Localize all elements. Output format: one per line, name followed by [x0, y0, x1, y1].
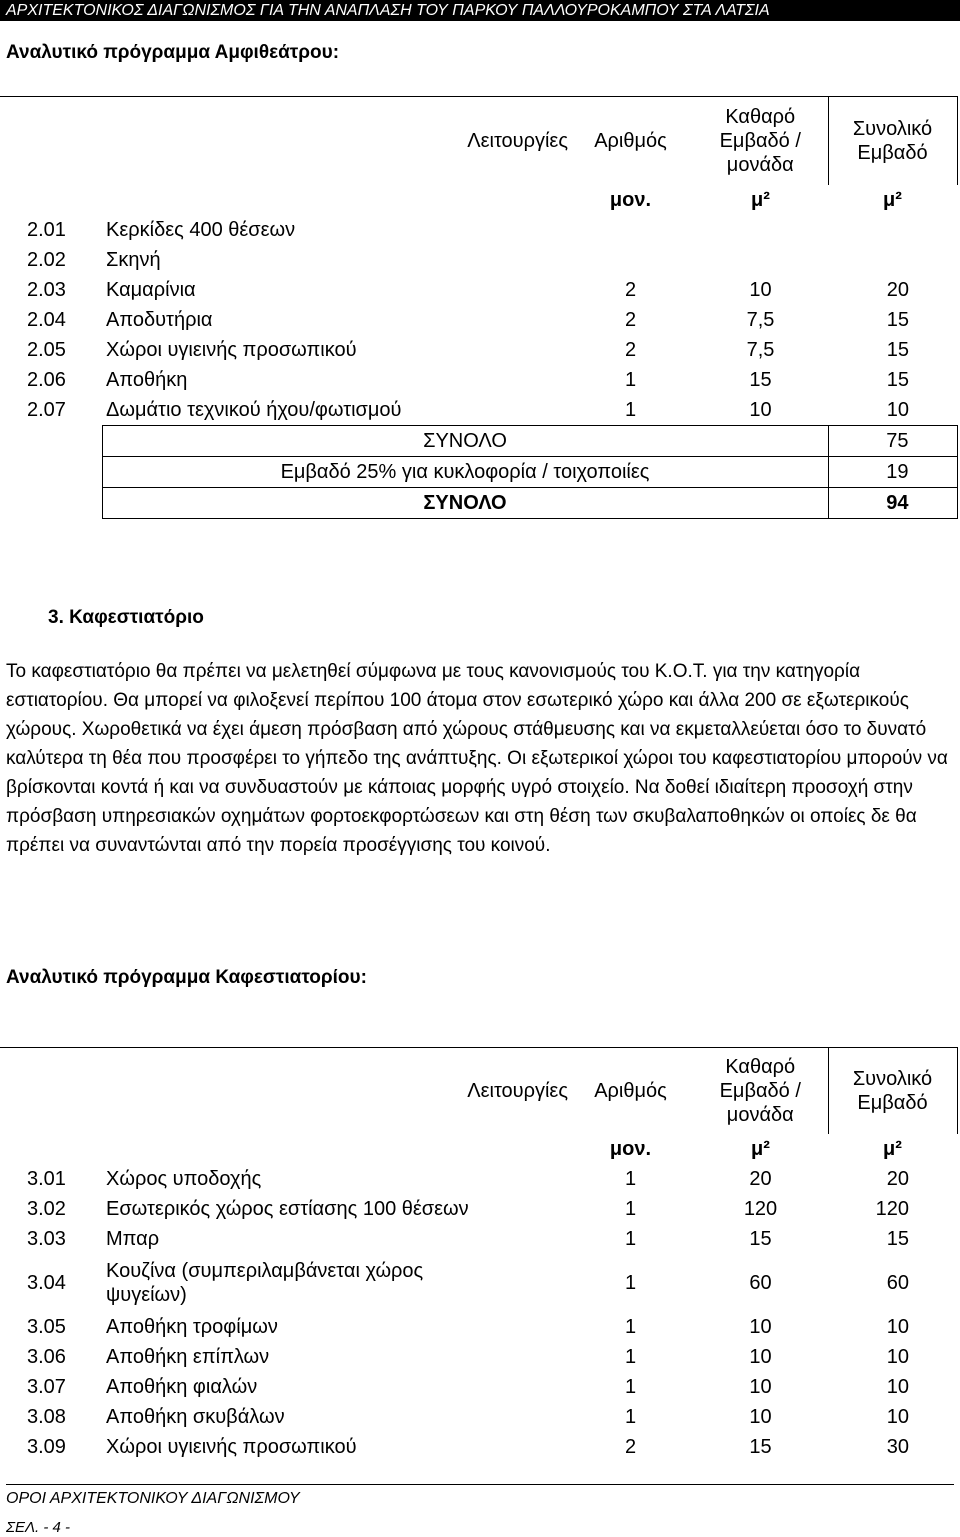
column-header-functions: Λειτουργίες: [102, 1048, 568, 1134]
cafe-program-title: Αναλυτικό πρόγραμμα Καφεστιατορίου:: [6, 967, 367, 988]
row-count: 1: [624, 1167, 637, 1190]
column-header-total-area: Συνολικό Εμβαδό: [828, 97, 957, 185]
row-count: 1: [624, 1197, 637, 1220]
row-count: 1: [624, 1405, 637, 1428]
column-header-net-area: Καθαρό Εμβαδό / μονάδα: [693, 1048, 828, 1134]
row-count: 1: [624, 1227, 637, 1250]
table-row: [0, 1164, 957, 1194]
row-net-area: 10: [749, 398, 772, 421]
totals-row: [0, 487, 957, 518]
column-header-count: Αριθμός: [568, 1048, 693, 1134]
row-total-area: 10: [886, 1315, 909, 1338]
row-count: 2: [624, 338, 637, 361]
row-code: 2.07: [27, 398, 66, 421]
row-function: Μπαρ: [106, 1227, 160, 1250]
row-code: 2.06: [27, 368, 66, 391]
row-function: Αποθήκη φιαλών: [106, 1375, 258, 1398]
footer-divider: [6, 1484, 954, 1485]
row-net-area: 10: [749, 1345, 772, 1368]
row-code: 3.09: [27, 1435, 66, 1458]
totals-row: [0, 425, 957, 456]
row-code: 2.04: [27, 308, 66, 331]
row-total-area: 10: [886, 398, 909, 421]
row-net-area: 10: [749, 1375, 772, 1398]
row-code: 2.03: [27, 278, 66, 301]
row-function: Αποθήκη επίπλων: [106, 1345, 270, 1368]
row-code: 3.04: [27, 1271, 66, 1294]
document-header: ΑΡΧΙΤΕΚΤΟΝΙΚΟΣ ΔΙΑΓΩΝΙΣΜΟΣ ΓΙΑ ΤΗΝ ΑΝΑΠΛΑΣΗ ΤΟΥ ΠΑΡΚΟΥ ΠΑΛΛΟΥΡΟΚΑΜΠΟΥ ΣΤΑ ΛΑΤΣΙΑ: [0, 0, 960, 21]
row-net-area: 120: [743, 1197, 778, 1220]
row-function: Χώροι υγιεινής προσωπικού: [106, 1435, 357, 1458]
table-row: [0, 1312, 957, 1342]
row-function: Αποδυτήρια: [106, 308, 213, 331]
row-count: 1: [624, 398, 637, 421]
row-code: 3.03: [27, 1227, 66, 1250]
totals-label: Εμβαδό 25% για κυκλοφορία / τοιχοποιίες: [102, 456, 828, 487]
row-total-area: 10: [886, 1345, 909, 1368]
row-total-area: 15: [886, 308, 909, 331]
row-function: Κουζίνα (συμπεριλαμβάνεται χώρος ψυγείων): [106, 1259, 424, 1306]
row-function: Χώρος υποδοχής: [106, 1167, 262, 1190]
row-net-area: 15: [749, 1435, 772, 1458]
row-function: Καμαρίνια: [106, 278, 196, 301]
row-total-area: 60: [886, 1271, 909, 1294]
table-row: [0, 1254, 957, 1312]
row-count: 1: [624, 1375, 637, 1398]
cafe-table: [0, 1047, 958, 1462]
table-row: [0, 245, 957, 275]
cafe-section-heading: 3. Καφεστιατόριο: [48, 607, 204, 628]
row-count: 1: [624, 368, 637, 391]
row-net-area: [693, 215, 828, 245]
row-function: Σκηνή: [106, 248, 161, 271]
row-net-area: 7,5: [746, 308, 775, 331]
row-net-area: 7,5: [746, 338, 775, 361]
totals-label: ΣΥΝΟΛΟ: [102, 425, 828, 456]
row-count: 2: [624, 1435, 637, 1458]
row-code: 2.02: [27, 248, 66, 271]
table-row: [0, 395, 957, 426]
row-code: 3.07: [27, 1375, 66, 1398]
row-count: [568, 215, 693, 245]
row-net-area: 15: [749, 368, 772, 391]
cafe-description: Το καφεστιατόριο θα πρέπει να μελετηθεί σύμφωνα με τους κανονισμούς του Κ.Ο.Τ. για την κατηγορία εστιατορίου. Θα μπορεί να φιλοξενεί περίπου 100 άτομα στον εσωτερικό χώρο και άλλα 200 σε εξωτερικούς χώρους. Χωροθετικά να έχει άμεση πρόσβαση από χώρους στάθμευσης και να εκμεταλλεύεται όσο το δυνατό καλύτερα τη θέα που προσφέρει το γήπεδο της ανάπτυξης. Οι εξωτερικοί χώροι του καφεστιατορίου μπορούν να βρίσκονται κοντά ή και να συνδυαστούν με κάποιας μορφής υγρό στοιχείο. Να δοθεί ιδιαίτερη προσοχή στην πρόσβαση υπηρεσιακών οχημάτων φορτοεκφορτώσεων και στη θέση των σκυβαλαποθηκών οι οποίες δε θα πρέπει να συναντώνται από την πορεία προσέγγισης του κοινού.: [6, 661, 948, 856]
row-total-area: 20: [886, 1167, 909, 1190]
table-row: [0, 1342, 957, 1372]
row-code: 2.01: [27, 218, 66, 241]
row-total-area: 15: [886, 368, 909, 391]
row-function: Κερκίδες 400 θέσεων: [106, 218, 296, 241]
row-net-area: 60: [749, 1271, 772, 1294]
unit-count: μον.: [609, 1137, 652, 1160]
unit-net-area: μ²: [751, 1137, 770, 1160]
totals-value: 19: [828, 456, 957, 487]
row-code: 3.05: [27, 1315, 66, 1338]
row-count: [568, 245, 693, 275]
table-row: [0, 1402, 957, 1432]
row-total-area: 10: [886, 1375, 909, 1398]
totals-row: [0, 456, 957, 487]
unit-count: μον.: [609, 188, 652, 211]
table-row: [0, 215, 957, 245]
row-code: 3.08: [27, 1405, 66, 1428]
row-net-area: [693, 245, 828, 275]
row-function: Αποθήκη τροφίμων: [106, 1315, 278, 1338]
row-count: 1: [624, 1345, 637, 1368]
row-function: Αποθήκη: [106, 368, 188, 391]
table-row: [0, 1194, 957, 1224]
row-code: 3.01: [27, 1167, 66, 1190]
column-header-total-area: Συνολικό Εμβαδό: [828, 1048, 957, 1134]
totals-spacer: [0, 487, 102, 518]
row-code: 3.06: [27, 1345, 66, 1368]
amphitheatre-table: [0, 96, 958, 519]
row-count: 1: [624, 1271, 637, 1294]
row-function: Εσωτερικός χώρος εστίασης 100 θέσεων: [106, 1197, 469, 1220]
row-total-area: 15: [886, 338, 909, 361]
row-total-area: 120: [875, 1197, 909, 1220]
table-row: [0, 305, 957, 335]
row-net-area: 10: [749, 1315, 772, 1338]
table-row: [0, 365, 957, 395]
row-net-area: 15: [749, 1227, 772, 1250]
row-code: 3.02: [27, 1197, 66, 1220]
row-total-area: [828, 215, 957, 245]
page-number: ΣΕΛ. - 4 -: [6, 1519, 71, 1536]
unit-total-area: μ²: [883, 1137, 902, 1160]
row-function: Αποθήκη σκυβάλων: [106, 1405, 285, 1428]
totals-label: ΣΥΝΟΛΟ: [102, 487, 828, 518]
table-row: [0, 1372, 957, 1402]
table-row: [0, 335, 957, 365]
amphitheatre-program-title: Αναλυτικό πρόγραμμα Αμφιθεάτρου:: [6, 42, 340, 63]
row-total-area: [828, 245, 957, 275]
row-total-area: 10: [886, 1405, 909, 1428]
row-net-area: 10: [749, 278, 772, 301]
row-count: 2: [624, 278, 637, 301]
row-function: Δωμάτιο τεχνικού ήχου/φωτισμού: [106, 398, 402, 421]
totals-spacer: [0, 456, 102, 487]
row-total-area: 20: [886, 278, 909, 301]
footer-text: ΟΡΟΙ ΑΡΧΙΤΕΚΤΟΝΙΚΟΥ ΔΙΑΓΩΝΙΣΜΟΥ: [6, 1490, 300, 1507]
totals-spacer: [0, 425, 102, 456]
table-row: [0, 1224, 957, 1254]
column-header-functions: Λειτουργίες: [102, 97, 568, 185]
row-count: 1: [624, 1315, 637, 1338]
unit-net-area: μ²: [751, 188, 770, 211]
totals-value: 75: [828, 425, 957, 456]
row-net-area: 10: [749, 1405, 772, 1428]
row-net-area: 20: [749, 1167, 772, 1190]
unit-total-area: μ²: [883, 188, 902, 211]
row-function: Χώροι υγιεινής προσωπικού: [106, 338, 357, 361]
table-row: [0, 275, 957, 305]
row-count: 2: [624, 308, 637, 331]
row-code: 2.05: [27, 338, 66, 361]
column-header-net-area: Καθαρό Εμβαδό / μονάδα: [693, 97, 828, 185]
table-row: [0, 1432, 957, 1462]
row-total-area: 15: [886, 1227, 909, 1250]
totals-value: 94: [828, 487, 957, 518]
column-header-count: Αριθμός: [568, 97, 693, 185]
row-total-area: 30: [886, 1435, 909, 1458]
